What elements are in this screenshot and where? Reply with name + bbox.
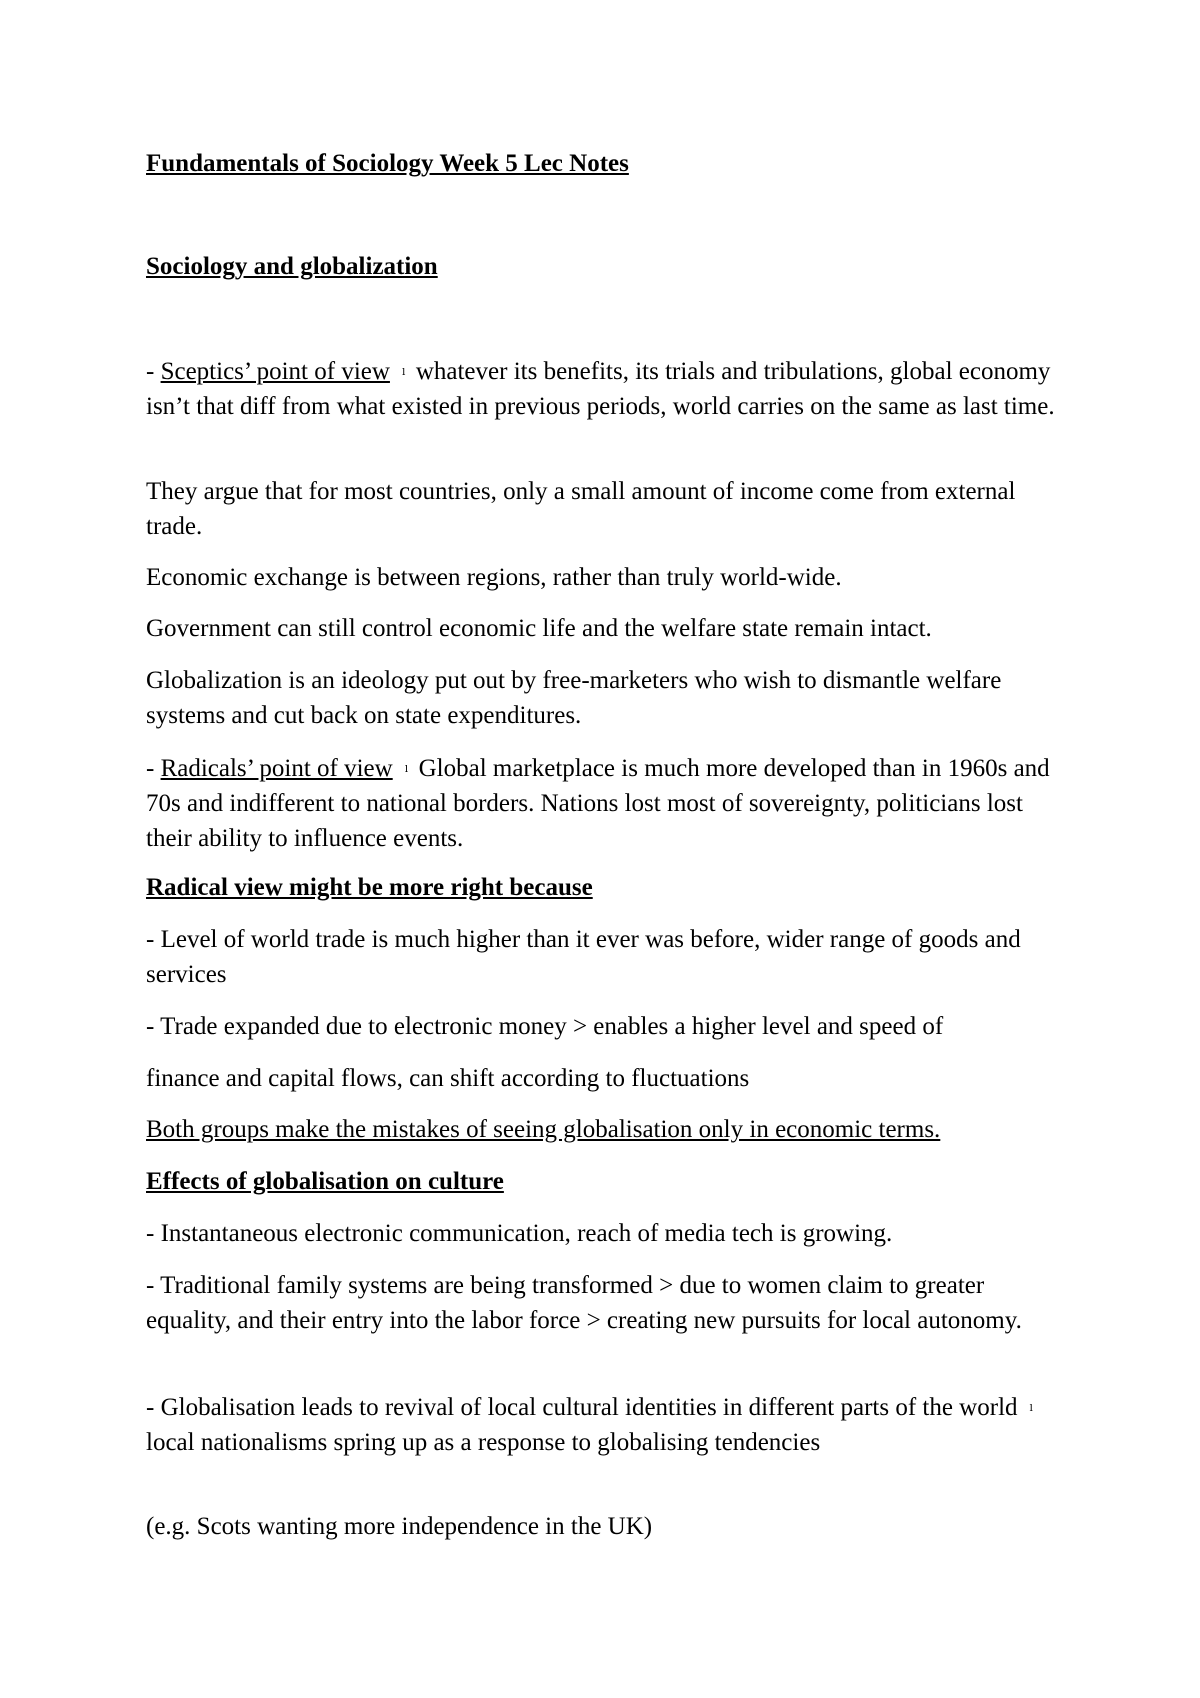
paragraph-radicals-view xyxy=(146,750,1066,856)
arrow-icon: ₗ xyxy=(404,759,409,776)
bullet-dash: - xyxy=(146,755,161,782)
document-title: Fundamentals of Sociology Week 5 Lec Notes xyxy=(146,150,629,177)
arrow-icon: ₗ xyxy=(401,362,406,379)
paragraph-family-systems: - Traditional family systems are being transformed > due to women claim to greater equality, and their entry into the labor force > creating new pursuits for local autonomy. xyxy=(146,1272,1022,1334)
section-heading-sociology-globalization: Sociology and globalization xyxy=(146,253,438,280)
identities-text-after: local nationalisms spring up as a response to globalising tendencies xyxy=(146,1429,821,1456)
paragraph-regional-exchange: Economic exchange is between regions, rather than truly world-wide. xyxy=(146,564,842,591)
identities-text-before: - Globalisation leads to revival of local cultural identities in different parts of the world xyxy=(146,1394,1018,1421)
bullet-dash: - xyxy=(146,358,161,385)
paragraph-sceptics-view xyxy=(146,353,1066,424)
section-heading-radical-view: Radical view might be more right because xyxy=(146,874,593,901)
paragraph-electronic-money: - Trade expanded due to electronic money > enables a higher level and speed of xyxy=(146,1013,944,1040)
arrow-icon: ₗ xyxy=(1029,1398,1034,1415)
section-heading-effects-culture: Effects of globalisation on culture xyxy=(146,1168,504,1195)
paragraph-external-trade: They argue that for most countries, only a small amount of income come from external trade. xyxy=(146,478,1016,540)
radicals-text: Global marketplace is much more developed than in 1960s and 70s and indifferent to national borders. Nations lost most of sovereignty, politicians lost their ability to influence events. xyxy=(146,755,1050,852)
radicals-label: Radicals’ point of view xyxy=(160,755,393,782)
paragraph-communication: - Instantaneous electronic communication, reach of media tech is growing. xyxy=(146,1220,893,1247)
sceptics-text: whatever its benefits, its trials and tribulations, global economy isn’t that diff from what existed in previous periods, world carries on the same as last time. xyxy=(146,358,1055,420)
paragraph-both-groups: Both groups make the mistakes of seeing globalisation only in economic terms. xyxy=(146,1116,941,1143)
paragraph-scots-example: (e.g. Scots wanting more independence in the UK) xyxy=(146,1513,653,1540)
paragraph-world-trade: - Level of world trade is much higher than it ever was before, wider range of goods and services xyxy=(146,926,1021,988)
paragraph-government-control: Government can still control economic life and the welfare state remain intact. xyxy=(146,615,932,642)
paragraph-capital-flows: finance and capital flows, can shift according to fluctuations xyxy=(146,1065,750,1092)
paragraph-ideology: Globalization is an ideology put out by free-marketers who wish to dismantle welfare systems and cut back on state expenditures. xyxy=(146,667,1002,729)
sceptics-label: Sceptics’ point of view xyxy=(160,358,390,385)
paragraph-local-identities xyxy=(146,1389,1066,1460)
